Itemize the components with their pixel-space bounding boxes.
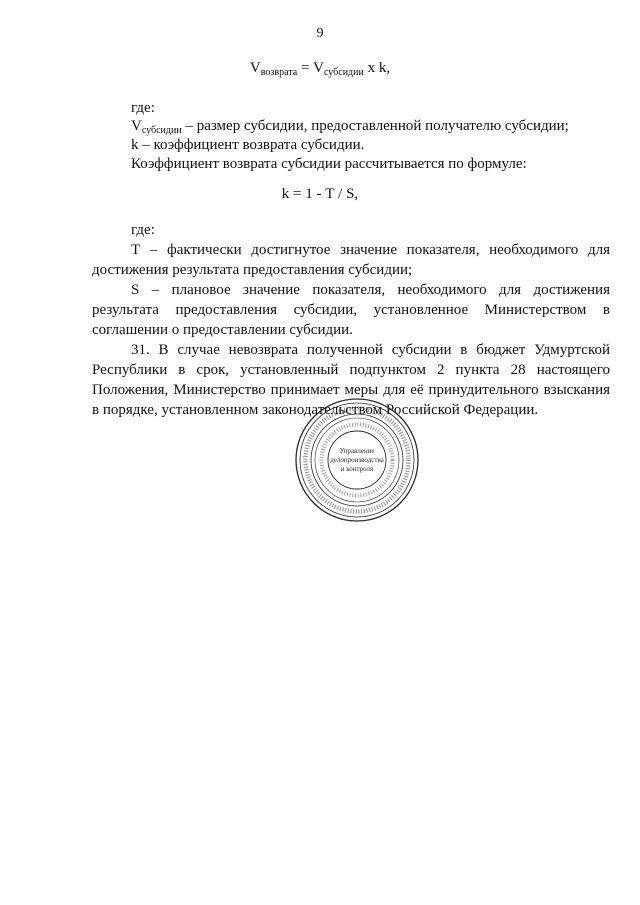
definition-v-symbol: V — [131, 118, 142, 134]
formula-sub-subsidy: субсидии — [324, 67, 364, 78]
definition-t: Т – фактически достигнутое значение показателя, необходимого для достижения результата предоставления субсидии; — [92, 242, 610, 278]
definition-k: k – коэффициент возврата субсидии. — [131, 137, 365, 153]
formula-eq: = — [297, 60, 314, 76]
definition-v-text: – размер субсидии, предоставленной получателю субсидии; — [181, 118, 569, 134]
stamp-line-2: делопроизводства — [330, 456, 384, 464]
formula-v2: V — [313, 60, 324, 76]
definition-v-sub: субсидии — [141, 125, 182, 136]
formula-v: V — [249, 60, 261, 76]
formula-tail: х k, — [363, 60, 391, 76]
stamp-line-3: и контроля — [340, 465, 374, 473]
clause-31: 31. В случае невозврата полученной субсидии в бюджет Удмуртской Республики в срок, установленный подпунктом 2 пункта 28 настоящего Положения, Министерство принимает меры для её принудительного взыскания в порядке, установленном законодательством Российской Федерации. — [92, 342, 610, 418]
definition-s: S – плановое значение показателя, необходимого для достижения результата предоставления субсидии, установленное Министерством в соглашении о предоставлении субсидии. — [92, 282, 610, 338]
formula-return — [0, 60, 640, 78]
definition-v — [131, 118, 569, 136]
coefficient-intro: Коэффициент возврата субсидии рассчитывается по формуле: — [131, 156, 527, 172]
formula-sub-return: возврата — [260, 67, 298, 78]
formula-k: k = 1 - Т / S, — [281, 186, 359, 202]
stamp-line-1: Управление — [339, 447, 375, 455]
where-label-2: где: — [131, 222, 155, 238]
where-label-1: где: — [131, 100, 155, 116]
official-stamp — [293, 396, 421, 524]
page-number: 9 — [316, 26, 324, 41]
